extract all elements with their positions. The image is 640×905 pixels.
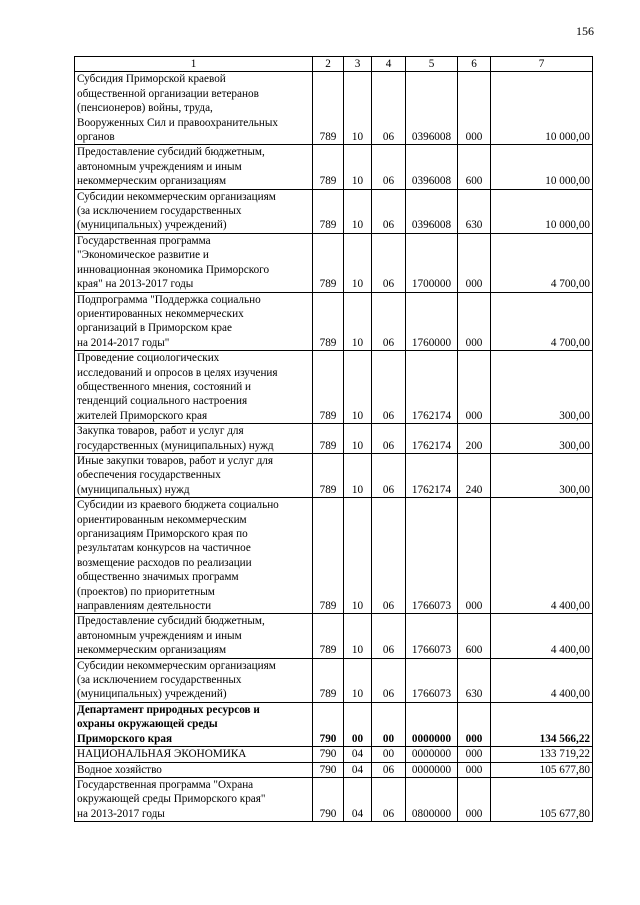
col-header-2: 2 <box>313 57 344 72</box>
row-col6: 000 <box>458 747 491 762</box>
row-col2: 789 <box>313 453 344 497</box>
row-col4: 06 <box>372 424 406 454</box>
row-col3: 00 <box>344 702 372 746</box>
table-row <box>75 292 593 351</box>
row-col5: 1762174 <box>406 424 458 454</box>
row-col2: 789 <box>313 614 344 658</box>
row-name: Субсидии некоммерческим организациям (за исключением государственных (муниципальных) учреждений) <box>75 189 313 233</box>
row-col6: 630 <box>458 658 491 702</box>
table-row <box>75 189 593 233</box>
row-col6: 000 <box>458 72 491 145</box>
row-col6: 000 <box>458 351 491 424</box>
row-col3: 10 <box>344 189 372 233</box>
row-amount: 10 000,00 <box>491 189 593 233</box>
row-col4: 06 <box>372 762 406 777</box>
row-col2: 790 <box>313 762 344 777</box>
row-col4: 06 <box>372 145 406 189</box>
row-name: Субсидия Приморской краевой общественной организации ветеранов (пенсионеров) войны, труда, Вооруженных Сил и правоохранительных органов <box>75 72 313 145</box>
row-col4: 06 <box>372 189 406 233</box>
row-col2: 790 <box>313 747 344 762</box>
row-col5: 1700000 <box>406 233 458 292</box>
row-name: Департамент природных ресурсов и охраны окружающей среды Приморского края <box>75 702 313 746</box>
col-header-3: 3 <box>344 57 372 72</box>
row-col6: 600 <box>458 145 491 189</box>
row-col5: 0000000 <box>406 702 458 746</box>
row-col4: 06 <box>372 658 406 702</box>
row-col4: 06 <box>372 453 406 497</box>
row-col3: 04 <box>344 747 372 762</box>
col-header-1: 1 <box>75 57 313 72</box>
row-col2: 789 <box>313 658 344 702</box>
table-row <box>75 702 593 746</box>
row-col4: 06 <box>372 351 406 424</box>
table-row <box>75 233 593 292</box>
table-row <box>75 351 593 424</box>
row-amount: 133 719,22 <box>491 747 593 762</box>
col-header-4: 4 <box>372 57 406 72</box>
table-row <box>75 453 593 497</box>
row-col6: 630 <box>458 189 491 233</box>
row-col6: 000 <box>458 777 491 821</box>
row-col3: 10 <box>344 72 372 145</box>
row-col5: 0800000 <box>406 777 458 821</box>
row-col3: 10 <box>344 424 372 454</box>
row-col2: 790 <box>313 702 344 746</box>
row-amount: 10 000,00 <box>491 145 593 189</box>
row-name: Государственная программа "Экономическое развитие и инновационная экономика Приморского края" на 2013-2017 годы <box>75 233 313 292</box>
row-col5: 1766073 <box>406 614 458 658</box>
header-row <box>75 57 593 72</box>
row-col4: 06 <box>372 72 406 145</box>
row-col2: 789 <box>313 498 344 614</box>
row-col2: 789 <box>313 72 344 145</box>
row-col5: 0000000 <box>406 762 458 777</box>
row-col4: 06 <box>372 233 406 292</box>
row-col4: 00 <box>372 747 406 762</box>
row-col3: 10 <box>344 453 372 497</box>
row-name: Государственная программа "Охрана окружающей среды Приморского края" на 2013-2017 годы <box>75 777 313 821</box>
row-col6: 240 <box>458 453 491 497</box>
row-col2: 789 <box>313 233 344 292</box>
table-row <box>75 145 593 189</box>
row-amount: 10 000,00 <box>491 72 593 145</box>
row-col5: 1766073 <box>406 498 458 614</box>
row-name: Подпрограмма "Поддержка социально ориентированных некоммерческих организаций в Приморском крае на 2014-2017 годы" <box>75 292 313 351</box>
row-col3: 10 <box>344 292 372 351</box>
row-col4: 00 <box>372 702 406 746</box>
row-col4: 06 <box>372 498 406 614</box>
budget-table <box>74 56 593 822</box>
row-col4: 06 <box>372 777 406 821</box>
row-col5: 1762174 <box>406 351 458 424</box>
row-col3: 04 <box>344 777 372 821</box>
row-col5: 1766073 <box>406 658 458 702</box>
row-col3: 10 <box>344 658 372 702</box>
row-amount: 300,00 <box>491 424 593 454</box>
table-row <box>75 498 593 614</box>
row-amount: 4 700,00 <box>491 233 593 292</box>
row-name: Субсидии некоммерческим организациям (за исключением государственных (муниципальных) учреждений) <box>75 658 313 702</box>
row-col3: 10 <box>344 498 372 614</box>
row-col4: 06 <box>372 292 406 351</box>
row-col5: 0000000 <box>406 747 458 762</box>
row-col3: 10 <box>344 614 372 658</box>
row-amount: 134 566,22 <box>491 702 593 746</box>
row-amount: 4 700,00 <box>491 292 593 351</box>
row-amount: 300,00 <box>491 453 593 497</box>
row-name: Субсидии из краевого бюджета социально ориентированным некоммерческим организациям Приморского края по результатам конкурсов на частичное возмещение расходов по реализации общественно значимых программ (проектов) по приоритетным направлениям деятельности <box>75 498 313 614</box>
col-header-7: 7 <box>491 57 593 72</box>
row-col6: 000 <box>458 233 491 292</box>
row-col5: 0396008 <box>406 189 458 233</box>
row-name: НАЦИОНАЛЬНАЯ ЭКОНОМИКА <box>75 747 313 762</box>
table-row <box>75 72 593 145</box>
row-col5: 1762174 <box>406 453 458 497</box>
row-col6: 000 <box>458 762 491 777</box>
row-col2: 789 <box>313 424 344 454</box>
row-amount: 4 400,00 <box>491 498 593 614</box>
row-name: Предоставление субсидий бюджетным, автономным учреждениям и иным некоммерческим организациям <box>75 614 313 658</box>
row-col6: 000 <box>458 498 491 614</box>
table-row <box>75 762 593 777</box>
row-col2: 789 <box>313 189 344 233</box>
col-header-5: 5 <box>406 57 458 72</box>
table-row <box>75 658 593 702</box>
row-col3: 10 <box>344 145 372 189</box>
col-header-6: 6 <box>458 57 491 72</box>
row-col5: 1760000 <box>406 292 458 351</box>
row-col4: 06 <box>372 614 406 658</box>
table-row <box>75 424 593 454</box>
row-col6: 000 <box>458 702 491 746</box>
row-amount: 4 400,00 <box>491 614 593 658</box>
row-amount: 105 677,80 <box>491 762 593 777</box>
row-col2: 789 <box>313 292 344 351</box>
row-name: Иные закупки товаров, работ и услуг для обеспечения государственных (муниципальных) нужд <box>75 453 313 497</box>
table-row <box>75 747 593 762</box>
page-number: 156 <box>576 24 594 38</box>
row-name: Предоставление субсидий бюджетным, автономным учреждениям и иным некоммерческим организациям <box>75 145 313 189</box>
row-col2: 789 <box>313 351 344 424</box>
table-row <box>75 614 593 658</box>
row-col6: 000 <box>458 292 491 351</box>
row-name: Проведение социологических исследований и опросов в целях изучения общественного мнения, состояний и тенденций социального настроения жителей Приморского края <box>75 351 313 424</box>
row-col2: 789 <box>313 145 344 189</box>
row-name: Закупка товаров, работ и услуг для государственных (муниципальных) нужд <box>75 424 313 454</box>
table-row <box>75 777 593 821</box>
row-amount: 300,00 <box>491 351 593 424</box>
row-col3: 04 <box>344 762 372 777</box>
row-col5: 0396008 <box>406 145 458 189</box>
row-amount: 4 400,00 <box>491 658 593 702</box>
row-col3: 10 <box>344 233 372 292</box>
row-name: Водное хозяйство <box>75 762 313 777</box>
row-col5: 0396008 <box>406 72 458 145</box>
row-col3: 10 <box>344 351 372 424</box>
row-col6: 600 <box>458 614 491 658</box>
row-col2: 790 <box>313 777 344 821</box>
row-amount: 105 677,80 <box>491 777 593 821</box>
row-col6: 200 <box>458 424 491 454</box>
